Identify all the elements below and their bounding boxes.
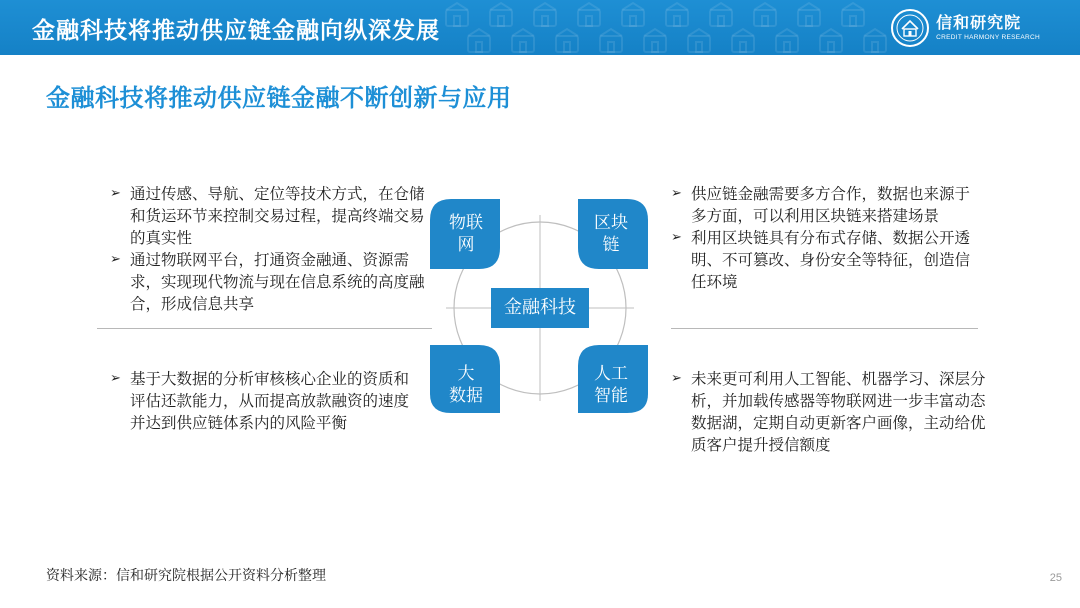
bullet-text: 通过物联网平台，打通资金融通、资源需求，实现现代物流与现在信息系统的高度融合，形成信息共享	[130, 251, 425, 313]
logo-name: 信和研究院	[936, 13, 1022, 32]
bullet-item	[110, 368, 410, 434]
node-blockchain-label: 区块 链	[594, 213, 628, 255]
bullet-text: 通过传感、导航、定位等技术方式，在仓储和货运环节来控制交易过程，提高终端交易的真实性	[130, 185, 425, 247]
bullet-item	[110, 183, 425, 249]
page-title: 金融科技将推动供应链金融向纵深发展	[32, 18, 440, 44]
divider-left	[97, 328, 432, 329]
bullet-item	[671, 227, 976, 293]
bullet-item	[671, 183, 976, 227]
header-bar	[0, 0, 1080, 55]
logo-subtitle: CREDIT HARMONY RESEARCH	[936, 34, 1040, 41]
bullet-text: 供应链金融需要多方合作，数据也来源于多方面，可以利用区块链来搭建场景	[691, 185, 971, 225]
block-ai	[671, 368, 986, 456]
block-big-data	[110, 368, 410, 434]
logo-seal-icon	[890, 8, 930, 48]
source-note: 资料来源：信和研究院根据公开资料分析整理	[46, 568, 326, 584]
node-ai-label: 人工 智能	[594, 364, 628, 406]
bullet-text: 基于大数据的分析审核核心企业的资质和评估还款能力，从而提高放款融资的速度并达到供应链体系内的风险平衡	[130, 370, 410, 432]
page-number: 25	[1049, 572, 1062, 584]
bullet-item	[110, 249, 425, 315]
bullet-item	[671, 368, 986, 456]
divider-right	[671, 328, 978, 329]
bullet-arrow-icon: ➢	[110, 371, 121, 386]
bullet-arrow-icon: ➢	[671, 230, 682, 245]
bullet-arrow-icon: ➢	[110, 252, 121, 267]
bullet-arrow-icon: ➢	[110, 186, 121, 201]
logo	[890, 8, 1040, 48]
bullet-text: 未来更可利用人工智能、机器学习、深层分析，并加载传感器等物联网进一步丰富动态数据湖，定期自动更新客户画像，主动给优质客户提升授信额度	[691, 370, 986, 454]
bullet-text: 利用区块链具有分布式存储、数据公开透明、不可篡改、身份安全等特征，创造信任环境	[691, 229, 971, 291]
block-blockchain	[671, 183, 976, 293]
node-iot-label: 物联 网	[449, 213, 483, 255]
node-bigdata-label: 大 数据	[449, 364, 483, 406]
diagram-center-label: 金融科技	[491, 288, 589, 328]
section-subtitle: 金融科技将推动供应链金融不断创新与应用	[46, 84, 512, 112]
block-iot	[110, 183, 425, 315]
bullet-arrow-icon: ➢	[671, 371, 682, 386]
bullet-arrow-icon: ➢	[671, 186, 682, 201]
